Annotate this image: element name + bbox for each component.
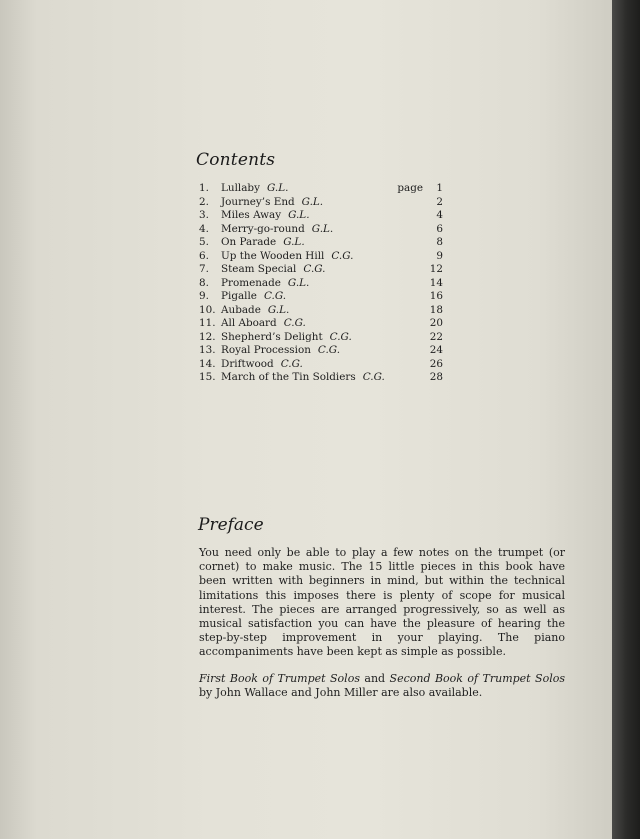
item-title-group [221,371,385,385]
contents-item [199,250,443,264]
contents-item [199,209,443,223]
item-title-group [221,263,326,277]
item-title-group [221,344,340,358]
item-title: Merry-go-round [221,222,305,235]
preface-text [199,546,565,700]
item-composer: G.L. [266,182,289,194]
contents-heading: Contents [196,150,276,170]
item-title: Journey’s End [221,195,295,208]
item-composer: C.G. [303,263,326,275]
item-title: Up the Wooden Hill [221,249,325,262]
item-composer: C.G. [283,317,306,329]
item-title: Driftwood [221,357,274,370]
item-number: 5. [199,236,209,248]
item-page-number: 24 [429,344,443,356]
text-and: and [359,671,390,685]
item-title: Miles Away [221,209,282,221]
item-title-group [221,277,309,291]
item-composer: G.L. [301,195,324,208]
item-composer: G.L. [287,276,310,289]
book-title-second: Second Book of Trumpet Solos [389,671,565,685]
item-composer: C.G. [329,330,352,343]
item-page-number: 14 [429,276,443,289]
item-title: March of the Tin Soldiers [221,371,356,383]
item-title: All Aboard [221,317,277,329]
item-title: On Parade [221,236,277,248]
item-number: 1. [199,182,209,194]
item-title: Shepherd’s Delight [221,330,323,343]
item-title: Steam Special [221,263,297,275]
item-composer: G.L. [283,236,305,248]
item-title-group [221,209,310,223]
item-title-group [221,182,288,196]
item-composer: G.L. [311,222,334,235]
item-page-number: 18 [429,303,443,316]
contents-list [199,182,443,385]
item-title-group [221,223,333,237]
contents-item [199,371,443,385]
item-title: Aubade [221,303,261,316]
contents-item [199,317,443,331]
item-number: 13. [199,344,216,356]
item-page-number: 6 [436,222,443,235]
item-title-group [221,317,306,331]
item-page-number: 22 [429,330,443,343]
page-label: page [397,182,423,194]
contents-item [199,182,443,196]
item-number: 3. [199,209,209,221]
contents-item [199,263,443,277]
item-title-group [221,358,303,372]
item-number: 8. [199,276,209,289]
contents-item [199,304,443,318]
item-number: 4. [199,222,209,235]
contents-item [199,290,443,304]
item-title: Royal Procession [221,344,311,356]
contents-item [199,344,443,358]
item-number: 14. [199,357,216,370]
item-page-number: 20 [429,317,443,329]
item-page-number: 16 [429,290,443,302]
preface-heading: Preface [198,515,264,535]
item-number: 7. [199,263,209,275]
book-spine [612,0,640,839]
item-composer: C.G. [331,249,354,262]
item-number: 10. [199,303,216,316]
contents-item [199,331,443,345]
item-number: 12. [199,330,216,343]
contents-item [199,196,443,210]
item-title-group [221,331,352,345]
text-by-authors: by John Wallace and John Miller are also available. [199,685,483,699]
item-composer: G.L. [288,209,310,221]
item-page-number: 9 [436,249,443,262]
preface-related-books [199,672,565,700]
item-title-group [221,250,353,264]
item-composer: C.G. [280,357,303,370]
item-page-number: 1 [436,182,443,194]
item-title: Pigalle [221,290,257,302]
book-title-first: First Book of Trumpet Solos [199,671,360,685]
item-composer: G.L. [267,303,290,316]
item-page-number: 12 [429,263,443,275]
item-title-group [221,196,323,210]
preface-paragraph: You need only be able to play a few notes on the trumpet (or cornet) to make music. The 15 little pieces in this book have been written with beginners in mind, but within the technical limitations this imposes there is plenty of scope for musical interest. The pieces are arranged progressively, so as well as musical satisfaction you can have the pleasure of hearing the step-by-step improvement in your playing. The piano accompaniments have been kept as simple as possible. [199,546,565,659]
contents-item [199,277,443,291]
item-page-number: 4 [436,209,443,221]
item-number: 15. [199,371,216,383]
item-number: 2. [199,195,209,208]
item-title-group [221,236,305,250]
item-composer: C.G. [317,344,341,356]
item-title-group [221,304,289,318]
item-number: 9. [199,290,209,302]
item-number: 6. [199,249,209,262]
item-composer: C.G. [362,371,385,383]
item-page-number: 28 [429,371,443,383]
contents-item [199,223,443,237]
item-composer: C.G. [263,290,287,302]
item-page-number: 8 [436,236,443,248]
item-page-number: 26 [429,357,443,370]
contents-item [199,358,443,372]
contents-item [199,236,443,250]
item-page-number: 2 [436,195,443,208]
item-title: Promenade [221,276,281,289]
item-title-group [221,290,286,304]
item-number: 11. [199,317,216,329]
item-title: Lullaby [221,182,260,194]
